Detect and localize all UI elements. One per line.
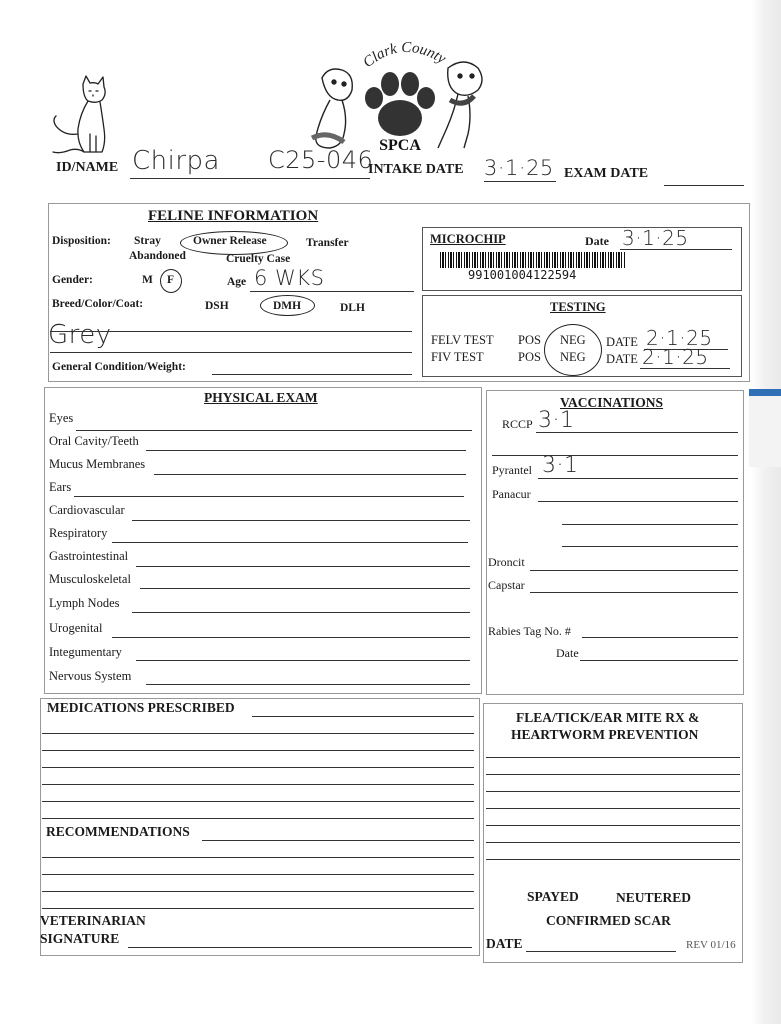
revision-label: REV 01/16: [686, 939, 736, 951]
spca-logo: [308, 38, 493, 160]
flea-title-1: FLEA/TICK/EAR MITE RX &: [516, 710, 700, 725]
fiv-neg: NEG: [560, 350, 586, 364]
flea-line: [486, 808, 740, 809]
dog-left-icon: [312, 69, 352, 148]
id-name-line: [130, 178, 370, 179]
pe-line: [74, 496, 464, 497]
pe-ears: Ears: [49, 480, 72, 494]
breed-label: Breed/Color/Coat:: [52, 298, 144, 310]
pe-urogenital: Urogenital: [49, 621, 103, 635]
age-line: [250, 291, 414, 292]
pet-id-value: C25-046: [268, 146, 374, 174]
fiv-pos: POS: [518, 350, 541, 364]
breed-dmh-circle: [260, 295, 315, 316]
med-line: [42, 784, 474, 785]
neg-circle: [544, 324, 602, 376]
flea-line: [486, 859, 740, 860]
med-line: [42, 801, 474, 802]
pe-eyes: Eyes: [49, 411, 74, 425]
rec-line: [42, 857, 474, 858]
pe-line: [112, 637, 470, 638]
pe-cardio: Cardiovascular: [49, 503, 125, 517]
intake-date-line: [484, 181, 556, 182]
capstar-line: [530, 592, 738, 593]
fiv-date-value: 2·1·25: [642, 345, 709, 369]
felv-pos: POS: [518, 333, 541, 347]
age-value: 6 WKS: [254, 266, 325, 290]
pyrantel-label: Pyrantel: [492, 463, 532, 477]
felv-neg: NEG: [560, 333, 586, 347]
pet-name-value: Chirpa: [132, 146, 220, 176]
pe-line: [132, 612, 470, 613]
droncit-label: Droncit: [488, 555, 525, 569]
microchip-date-value: 3·1·25: [622, 226, 689, 250]
med-line: [42, 750, 474, 751]
breed-dlh: DLH: [340, 302, 365, 314]
rccp-label: RCCP: [502, 417, 533, 431]
testing-title: TESTING: [550, 300, 606, 314]
med-line: [42, 818, 474, 819]
microchip-title: MICROCHIP: [430, 232, 506, 246]
logo-org-name: Clark County: [360, 39, 449, 72]
breed-dmh: DMH: [273, 300, 302, 312]
logo-spca-text: SPCA: [379, 137, 421, 154]
vaccinations-title: VACCINATIONS: [560, 395, 664, 410]
breed-line-2: [50, 352, 412, 353]
intake-date-label: INTAKE DATE: [368, 162, 464, 177]
scanner-sticky-tab: [749, 389, 781, 467]
flea-date-line: [526, 951, 676, 952]
vacc-blank-line: [492, 455, 738, 456]
med-line: [42, 733, 474, 734]
disposition-owner-release: Owner Release: [193, 235, 267, 247]
flea-title-2: HEARTWORM PREVENTION: [511, 727, 699, 742]
microchip-date-line: [620, 249, 732, 250]
pe-musculo: Musculoskeletal: [49, 572, 131, 586]
rabies-line: [582, 637, 738, 638]
rccp-line: [536, 432, 738, 433]
pyrantel-value: 3·1: [542, 453, 579, 478]
intake-date-value: 3·1·25: [484, 156, 554, 180]
gender-f-circle: [160, 269, 182, 293]
pe-integumentary: Integumentary: [49, 645, 122, 659]
felv-date-value: 2·1·25: [646, 326, 713, 350]
rabies-date-label: Date: [556, 646, 579, 660]
dog-right-icon: [438, 62, 482, 148]
panacur-label: Panacur: [492, 487, 531, 501]
gender-m: M: [142, 274, 153, 286]
recommendations-label: RECOMMENDATIONS: [46, 824, 190, 839]
vaccinations-section: [486, 390, 744, 695]
vacc-blank-line: [562, 524, 738, 525]
pe-line: [136, 566, 470, 567]
signature-label: SIGNATURE: [40, 931, 120, 946]
fiv-label: FIV TEST: [431, 350, 484, 364]
confirmed-scar-label: CONFIRMED SCAR: [546, 913, 671, 928]
flea-line: [486, 757, 740, 758]
pe-line: [136, 660, 470, 661]
exam-date-label: EXAM DATE: [564, 166, 649, 181]
felv-date-label: DATE: [606, 335, 638, 349]
condition-line: [212, 374, 412, 375]
medications-title: MEDICATIONS PRESCRIBED: [47, 700, 235, 715]
felv-label: FELV TEST: [431, 333, 494, 347]
feline-info-title: FELINE INFORMATION: [148, 208, 319, 224]
pe-line: [140, 588, 470, 589]
svg-text:Clark County: [360, 40, 449, 71]
rec-line: [202, 840, 474, 841]
disposition-abandoned: Abandoned: [129, 250, 186, 262]
rccp-value: 3·1: [538, 408, 575, 433]
age-label: Age: [227, 276, 247, 288]
pe-nervous: Nervous System: [49, 669, 132, 683]
owner-release-circle: [180, 231, 288, 255]
pe-line: [146, 684, 470, 685]
pe-lymph: Lymph Nodes: [49, 596, 120, 610]
pe-gastro: Gastrointestinal: [49, 549, 129, 563]
disposition-transfer: Transfer: [306, 237, 349, 249]
breed-dsh: DSH: [205, 300, 229, 312]
droncit-line: [530, 570, 738, 571]
fiv-date-label: DATE: [606, 352, 638, 366]
rabies-date-line: [580, 660, 738, 661]
pe-line: [154, 474, 466, 475]
breed-line-1: [50, 331, 412, 332]
fiv-date-line: [640, 368, 730, 369]
id-name-label: ID/NAME: [56, 160, 119, 175]
neutered-label: NEUTERED: [616, 890, 692, 905]
exam-date-line: [664, 185, 744, 186]
pe-line: [112, 542, 468, 543]
disposition-cruelty: Cruelty Case: [226, 253, 291, 265]
physical-exam-title: PHYSICAL EXAM: [204, 390, 318, 405]
pe-oral: Oral Cavity/Teeth: [49, 434, 139, 448]
pe-line: [132, 520, 470, 521]
flea-line: [486, 825, 740, 826]
vacc-blank-line: [562, 546, 738, 547]
disposition-stray: Stray: [134, 235, 161, 247]
scan-edge-shadow: [751, 0, 781, 1024]
pe-mucus: Mucus Membranes: [49, 457, 146, 471]
gender-label: Gender:: [52, 274, 93, 286]
spayed-label: SPAYED: [527, 889, 579, 904]
rec-line: [42, 891, 474, 892]
rec-line: [42, 874, 474, 875]
flea-line: [486, 842, 740, 843]
pe-line: [146, 450, 466, 451]
microchip-barcode: [440, 252, 626, 268]
vet-label: VETERINARIAN: [40, 913, 146, 928]
microchip-number: 991001004122594: [468, 268, 577, 282]
cat-sketch-icon: [50, 74, 112, 156]
capstar-label: Capstar: [488, 578, 525, 592]
pyrantel-line: [538, 478, 738, 479]
gender-f: F: [167, 274, 175, 286]
rabies-label: Rabies Tag No. #: [488, 624, 571, 638]
paw-print-icon: [365, 72, 435, 136]
med-line: [252, 716, 474, 717]
microchip-date-label: Date: [585, 234, 609, 248]
flea-line: [486, 791, 740, 792]
flea-date-label: DATE: [486, 936, 523, 951]
pe-line: [76, 430, 472, 431]
flea-line: [486, 774, 740, 775]
color-value: Grey: [48, 320, 112, 350]
pe-resp: Respiratory: [49, 526, 108, 540]
med-line: [42, 767, 474, 768]
signature-line: [128, 947, 472, 948]
panacur-line: [538, 501, 738, 502]
disposition-label: Disposition:: [52, 235, 111, 247]
condition-label: General Condition/Weight:: [52, 361, 186, 373]
rec-line: [42, 908, 474, 909]
